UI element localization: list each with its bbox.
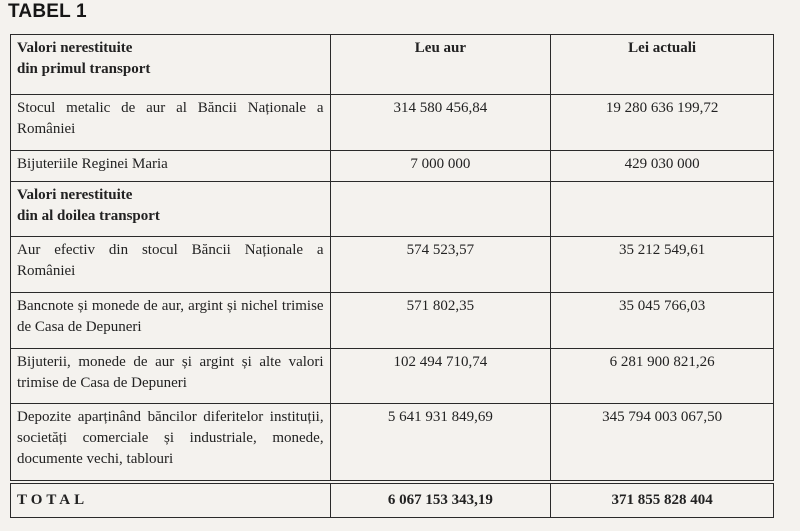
total-leu-aur: 6 067 153 343,19 [330, 482, 551, 517]
row-lei-actuali: 345 794 003 067,50 [551, 404, 774, 482]
row-label: Bancnote și monede de aur, argint și nichel trimise de Casa de Depuneri [11, 292, 331, 348]
table-row [11, 404, 774, 482]
total-row [11, 482, 774, 517]
row-label: Stocul metalic de aur al Băncii Naționale a României [11, 94, 331, 150]
row-leu-aur: 7 000 000 [330, 150, 551, 181]
total-lei-actuali: 371 855 828 404 [551, 482, 774, 517]
header-row [11, 35, 774, 95]
row-label: Bijuteriile Reginei Maria [11, 150, 331, 181]
row-leu-aur: 5 641 931 849,69 [330, 404, 551, 482]
row-leu-aur: 102 494 710,74 [330, 348, 551, 404]
section-title-line1: Valori nerestituite [17, 186, 133, 203]
values-table [10, 34, 774, 518]
table-row [11, 237, 774, 293]
header-leu-aur: Leu aur [330, 35, 551, 95]
table-row [11, 150, 774, 181]
row-leu-aur: 571 802,35 [330, 292, 551, 348]
row-lei-actuali: 35 045 766,03 [551, 292, 774, 348]
table-row [11, 94, 774, 150]
section-title-line2: din al doilea transport [17, 207, 160, 224]
total-label: TOTAL [11, 482, 331, 517]
row-leu-aur: 314 580 456,84 [330, 94, 551, 150]
row-lei-actuali: 6 281 900 821,26 [551, 348, 774, 404]
row-lei-actuali: 429 030 000 [551, 150, 774, 181]
row-label: Aur efectiv din stocul Băncii Naționale a României [11, 237, 331, 293]
empty-cell [330, 181, 551, 237]
section-row [11, 181, 774, 237]
row-label: Depozite aparținând băncilor diferitelor instituții, societăți comerciale și industriale, monede, documente vechi, tablouri [11, 404, 331, 482]
row-leu-aur: 574 523,57 [330, 237, 551, 293]
table-row [11, 292, 774, 348]
row-lei-actuali: 19 280 636 199,72 [551, 94, 774, 150]
table-row [11, 348, 774, 404]
header-values-cell [11, 35, 331, 95]
table-caption: TABEL 1 [8, 1, 87, 22]
row-label: Bijuterii, monede de aur și argint și alte valori trimise de Casa de Depuneri [11, 348, 331, 404]
header-values-line1: Valori nerestituite [17, 40, 133, 56]
header-values-line2: din primul transport [17, 61, 151, 77]
row-lei-actuali: 35 212 549,61 [551, 237, 774, 293]
header-lei-actuali: Lei actuali [551, 35, 774, 95]
empty-cell [551, 181, 774, 237]
section-title-cell [11, 181, 331, 237]
